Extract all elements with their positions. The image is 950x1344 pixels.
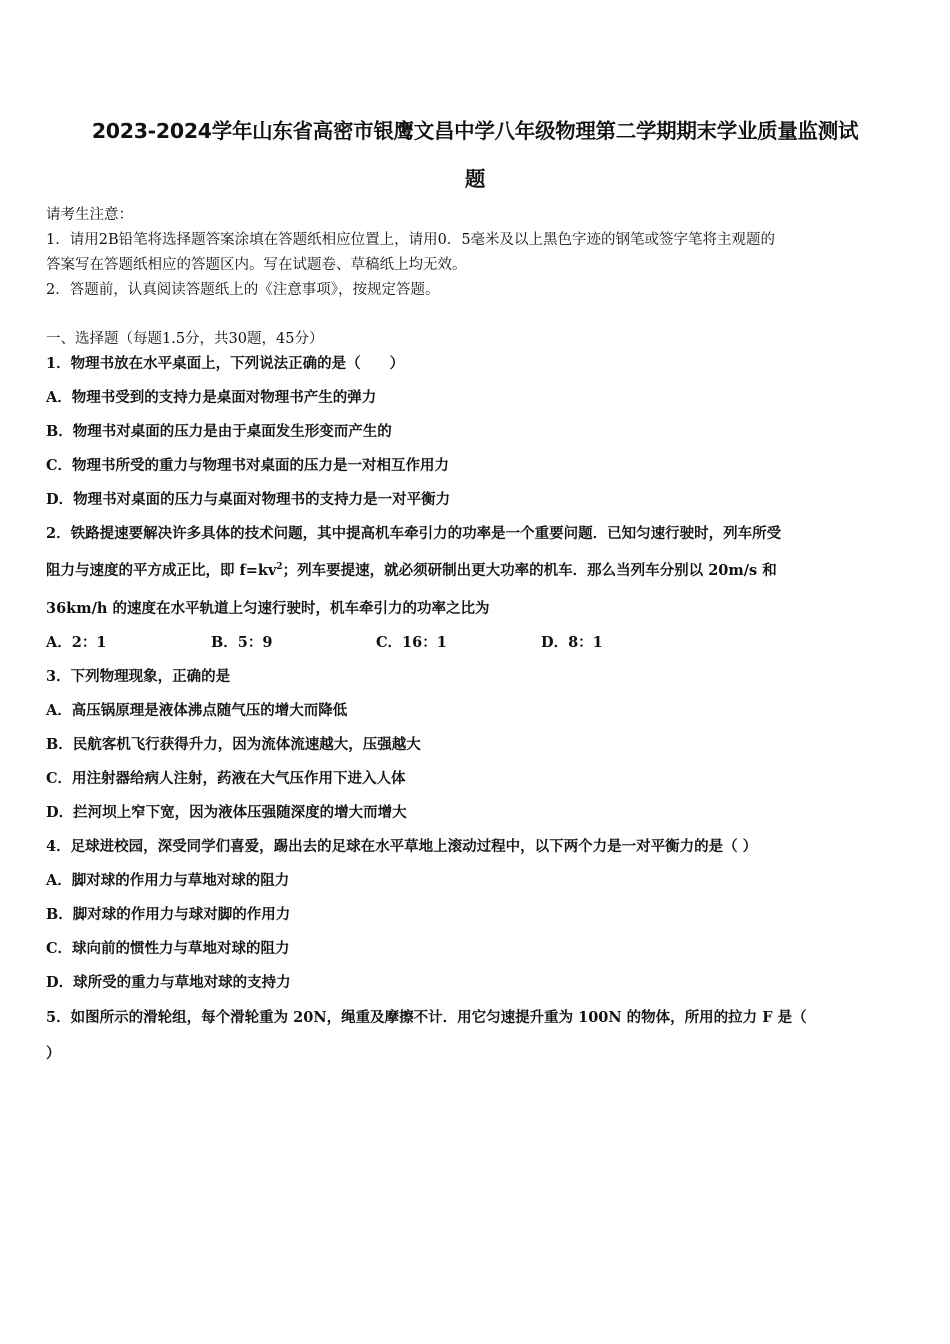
question-4-option-b: B．脚对球的作用力与球对脚的作用力 bbox=[46, 906, 291, 923]
question-1-option-c: C．物理书所受的重力与物理书对桌面的压力是一对相互作用力 bbox=[46, 457, 450, 474]
question-5-stem-line-1: 5．如图所示的滑轮组，每个滑轮重为 20N，绳重及摩擦不计．用它匀速提升重为 100N 的物体，所用的拉力 F 是（ bbox=[46, 1009, 807, 1026]
question-4-option-a: A．脚对球的作用力与草地对球的阻力 bbox=[46, 872, 290, 889]
question-4-option-c: C．球向前的惯性力与草地对球的阻力 bbox=[46, 940, 290, 957]
question-2-option-b: B．5：9 bbox=[211, 634, 273, 651]
question-3-stem: 3．下列物理现象，正确的是 bbox=[46, 668, 231, 685]
question-1-stem: 1．物理书放在水平桌面上，下列说法正确的是（ ） bbox=[46, 355, 405, 372]
page-title-line-1: 2023-2024学年山东省高密市银鹰文昌中学八年级物理第二学期期末学业质量监测试 bbox=[91, 119, 859, 143]
question-2-stem-line-1: 2．铁路提速要解决许多具体的技术问题，其中提高机车牵引力的功率是一个重要问题．已知匀速行驶时，列车所受 bbox=[46, 525, 782, 542]
question-1-option-a: A．物理书受到的支持力是桌面对物理书产生的弹力 bbox=[46, 389, 377, 406]
section-heading: 一、选择题（每题1.5分，共30题，45分） bbox=[46, 331, 324, 347]
question-1-option-d: D．物理书对桌面的压力与桌面对物理书的支持力是一对平衡力 bbox=[46, 491, 451, 508]
question-2-stem-line-2 bbox=[46, 559, 777, 580]
notice-item-2: 2．答题前，认真阅读答题纸上的《注意事项》，按规定答题。 bbox=[46, 282, 440, 298]
page-title-line-2: 题 bbox=[464, 167, 486, 191]
question-2-option-c: C．16：1 bbox=[376, 634, 447, 651]
question-2-exponent: 2 bbox=[276, 562, 283, 572]
question-5-stem-line-2: ） bbox=[46, 1045, 61, 1062]
question-2-option-a: A．2：1 bbox=[46, 634, 107, 651]
question-2-formula-text: 阻力与速度的平方成正比，即 f=kv bbox=[46, 562, 277, 579]
question-3-option-a: A．高压锅原理是液体沸点随气压的增大而降低 bbox=[46, 702, 348, 719]
question-2-stem-line-3: 36km/h 的速度在水平轨道上匀速行驶时，机车牵引力的功率之比为 bbox=[46, 600, 490, 617]
question-1-option-b: B．物理书对桌面的压力是由于桌面发生形变而产生的 bbox=[46, 423, 392, 440]
notice-item-1: 1．请用2B铅笔将选择题答案涂填在答题纸相应位置上，请用0．5毫米及以上黑色字迹的钢笔或签字笔将主观题的 bbox=[46, 232, 776, 248]
question-2-option-d: D．8：1 bbox=[541, 634, 603, 651]
question-4-stem: 4．足球进校园，深受同学们喜爱，踢出去的足球在水平草地上滚动过程中，以下两个力是一对平衡力的是（ ） bbox=[46, 838, 758, 855]
notice-item-1-continued: 答案写在答题纸相应的答题区内。写在试题卷、草稿纸上均无效。 bbox=[46, 257, 467, 273]
notice-heading: 请考生注意： bbox=[46, 207, 133, 223]
question-2-options bbox=[46, 631, 706, 652]
question-3-option-b: B．民航客机飞行获得升力，因为流体流速越大，压强越大 bbox=[46, 736, 421, 753]
question-4-option-d: D．球所受的重力与草地对球的支持力 bbox=[46, 974, 291, 991]
question-3-option-c: C．用注射器给病人注射，药液在大气压作用下进入人体 bbox=[46, 770, 406, 787]
question-2-stem-line-2-rest: ；列车要提速，就必须研制出更大功率的机车．那么当列车分别以 20m/s 和 bbox=[282, 562, 777, 579]
question-3-option-d: D．拦河坝上窄下宽，因为液体压强随深度的增大而增大 bbox=[46, 804, 407, 821]
